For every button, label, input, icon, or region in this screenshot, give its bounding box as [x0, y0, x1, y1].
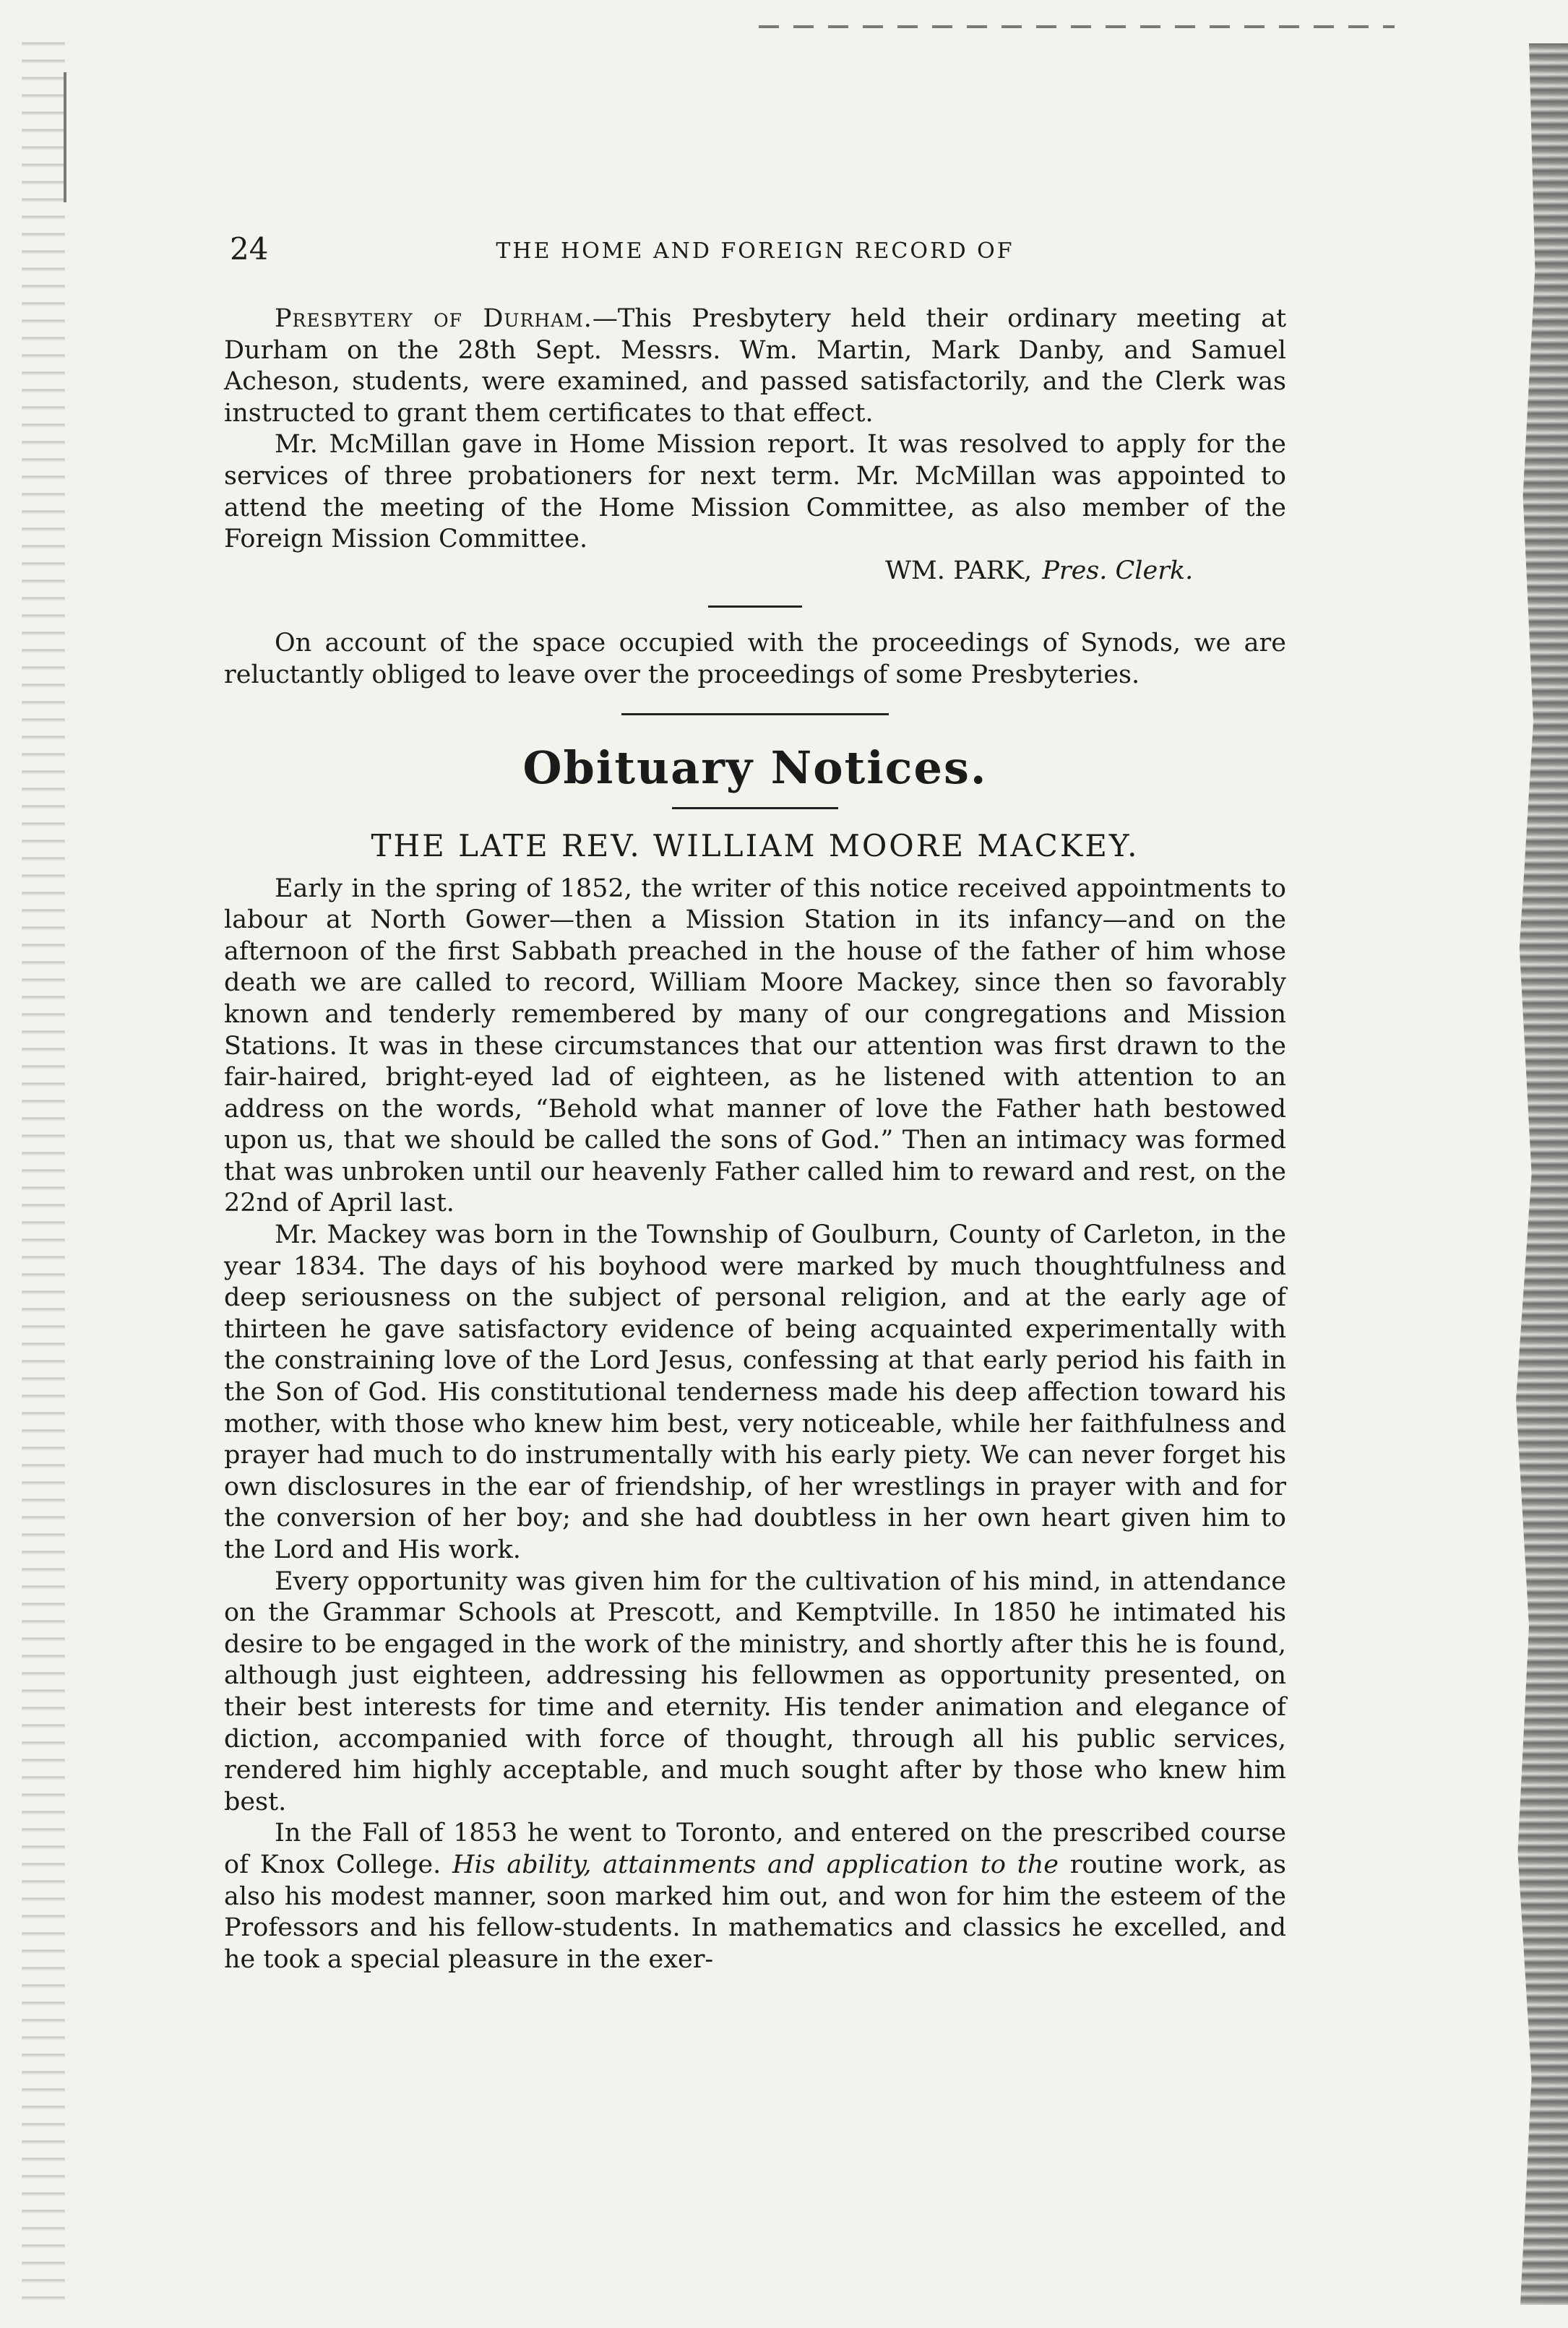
obituary-paragraph-4-italic: His ability, attainments and application to the [452, 1850, 1059, 1879]
page-content [224, 231, 1286, 1975]
scan-left-edge [22, 29, 65, 2305]
running-head [224, 231, 1286, 275]
clerk-signature [224, 556, 1286, 587]
presbytery-paragraph-2: Mr. McMillan gave in Home Mission report. It was resolved to apply for the services of three probationers for next term. Mr. McMillan was appointed to attend the meeting of the Home Mission Committee, as also member of the Foreign Mission Committee. [224, 430, 1286, 554]
presbytery-paragraph-1 [224, 303, 1286, 429]
section-divider [708, 605, 802, 608]
obituary-subheading: THE LATE REV. WILLIAM MOORE MACKEY. [371, 827, 1140, 863]
obituary-paragraph-3: Every opportunity was given him for the cultivation of his mind, in attendance on the Grammar Schools at Prescott, and Kemptville. In 1850 he intimated his desire to be engaged in the work of the ministry, and shortly after this he is found, although just eighteen, addressing his fellowmen as opportunity presented, on their best interests for time and eternity. His tender animation and elegance of diction, accompanied with force of thought, through all his public services, rendered him highly acceptable, and much sought after by those who knew him best. [224, 1566, 1286, 1816]
running-title: THE HOME AND FOREIGN RECORD OF [496, 238, 1015, 264]
obituary-paragraph-4-start: In the Fall of 1853 he went to Toronto, and entered on the prescribed course of Knox College. [224, 1819, 1286, 1879]
signature-name: WM. PARK, [885, 556, 1033, 585]
obituary-paragraph-4-end: routine work, as also his modest manner, soon marked him out, and won for him the esteem of the Professors and his fellow-students. In mathematics and classics he excelled, and he took a special pleasure in the exer- [224, 1850, 1286, 1974]
heading-underline [672, 807, 838, 809]
scan-top-rule [759, 25, 1395, 28]
obituary-paragraph-2: Mr. Mackey was born in the Township of Goulburn, County of Carleton, in the year 1834. The days of his boyhood were marked by much thoughtfulness and deep seriousness on the subject of personal religion, and at the early age of thirteen he gave satisfactory evidence of being acquainted experimentally with the constraining love of the Lord Jesus, confessing at that early period his faith in the Son of God. His constitutional tenderness made his deep affection toward his mother, with those who knew him best, very noticeable, while her faithfulness and prayer had much to do instrumentally with his early piety. We can never forget his own disclosures in the ear of friendship, of her wrestlings in prayer with and for the conversion of her boy; and she had doubtless in her own heart given him to the Lord and His work. [224, 1220, 1286, 1564]
presbytery-paragraph-1-text: —This Presbytery held their ordinary meeting at Durham on the 28th Sept. Messrs. Wm. Martin, Mark Danby, and Samuel Acheson, students, were examined, and passed satisfactorily, and the Clerk was instructed to grant them certificates to that effect. [224, 304, 1287, 428]
space-note: On account of the space occupied with the proceedings of Synods, we are reluctantly obliged to leave over the proceedings of some Presbyteries. [224, 629, 1286, 689]
obituary-paragraph-4 [224, 1818, 1286, 1975]
obituary-heading: Obituary Notices. [522, 741, 988, 794]
scan-right-edge-binding [1481, 43, 1568, 2305]
signature-title: Pres. Clerk. [1042, 556, 1194, 585]
presbytery-lead-in: Presbytery of Durham. [275, 304, 593, 333]
page-number: 24 [230, 231, 269, 267]
presbytery-report [224, 303, 1286, 587]
obituary-paragraph-1: Early in the spring of 1852, the writer of this notice received appointments to labour at North Gower—then a Mission Station in its infancy—and on the afternoon of the first Sabbath preached in the house of the father of him whose death we are called to record, William Moore Mackey, since then so favorably known and tenderly remembered by many of our congregations and Mission Stations. It was in these circumstances that our attention was first drawn to the fair-haired, bright-eyed lad of eighteen, as he listened with attention to an address on the words, “Behold what manner of love the Father hath bestowed upon us, that we should be called the sons of God.” Then an intimacy was formed that was unbroken until our heavenly Father called him to reward and rest, on the 22nd of April last. [224, 874, 1286, 1218]
section-divider-long [621, 713, 889, 715]
